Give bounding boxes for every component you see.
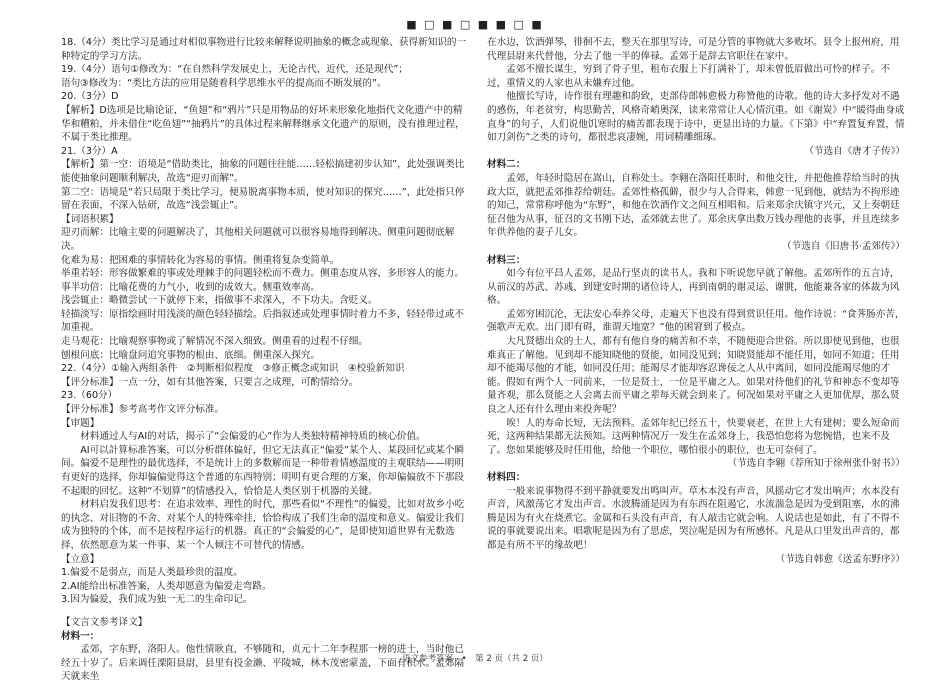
- paragraph: 【评分标准】一点一分，如有其他答案，只要言之成理，可酌情给分。: [61, 376, 359, 388]
- paragraph: 如今有位平昌人孟郊，是品行坚贞的读书人。我和下听说您早就了解他。孟郊所作的五言诗，从前汉的苏武、苏彧，到建安时期的诸位诗人，再到南朝的谢灵运、谢朓，他能兼各家的体裁为风格。: [487, 268, 900, 307]
- paragraph: 走马观花：比喻观察事物或了解情况不深入细致。侧重看的过程不仔细。: [61, 336, 368, 348]
- source-citation: （节选自韩愈《送孟东野序》）: [775, 553, 905, 565]
- page-header-marks: ■ □ ■ □ ■ ■ □ ■: [406, 18, 544, 31]
- paragraph: 18.（4分）类比学习是通过对相似事物进行比较来解释说明抽象的概念或现象、获得新知识的一种特定的学习方法。: [61, 37, 467, 62]
- paragraph: 孟郊不擅长谋生，穷到了骨子里，租布衣服上下打满补丁，却未曾低眉做出可怜的样子。不过，重情义的人家也从未嫌弃过他。: [487, 64, 890, 89]
- paragraph: 孟郊，年轻时隐居在嵩山，自称处士。李翱在洛阳任职时，和他交往，并把他推荐给当时的执政大臣，就把孟郊推荐给朝廷。孟郊性格孤僻，很少与人合得来，韩愈一见到他，就结为不拘形迹的知己，常常称呼他为“东野”，和他在饮酒作文之间互相唱和。后来郑余庆镇守兴元，又上奏朝廷征召他为从事，征召的文书刚下达，孟郊就去世了。郑余庆拿出数万钱办理他的丧事，并且连续多年供养他的妻子儿女。: [487, 172, 900, 239]
- paragraph: 19.（4分）语句①修改为：“在自然科学发展史上，无论古代、近代，还是现代”；: [61, 64, 408, 76]
- paragraph: 23.（60分）: [61, 390, 118, 402]
- paragraph: 材料通过人与AI的对话，揭示了“会偏爱的心”作为人类独特精神特质的核心价值。: [80, 431, 426, 443]
- paragraph: 21.（3分）A: [61, 145, 118, 157]
- section-heading: 材料二：: [487, 159, 526, 171]
- spacer: [61, 607, 468, 616]
- paragraph: 举重若轻：形容做繁难的事或处理棘手的问题轻松而不费力。侧重态度从容，多形容人的能力。: [61, 268, 464, 280]
- paragraph: 孟郊，字东野，洛阳人。他性情耿直，不够随和，贞元十二年李程那一榜的进士，当时他已经五十岁了。后来调任溧阳县尉，县里有投金濑、平陵城，林木茂密蒙盖，下面有积水。孟郊隔天就来坐: [61, 644, 464, 683]
- paragraph: 一般来说事物得不到平静就要发出鸣叫声。草木本没有声音，风摇动它才发出响声；水本没有声音，风激荡它才发出声音。水波腾涌是因为有东西在阻遏它，水流湍急是因为受到阻塞，水的沸腾是因为有火在烧煮它。金属和石头没有声音，有人敲击它就会响。人说话也是如此，有了不得不说的事就要说出来。唱歌呢是因为有了思虑，哭泣呢是因为有所感怀。凡是从口里发出声音的，都都是有所不平的缘故吧！: [487, 485, 900, 551]
- paragraph: 【评分标准】参考高考作文评分标准。: [61, 404, 225, 416]
- paragraph: 他擅长写诗，诗作很有理趣和韵致，吏部侍郎韩愈极力称赞他的诗歌。他的诗大多抒发对不遇的感伤，年老贫穷，构思勤苦，风格奇峭奥深，读来常常让人心情沉重。如《谢炭》中“暖得曲身成直身”的句子，人们说他饥寒时的痛苦都表现于诗中，更显出诗的力量。《下第》中“弃置复弃置，情如刀剑伤”之类的诗句，都很悲哀凄婉，用词精雕细琢。: [487, 91, 905, 144]
- section-heading: 材料一：: [61, 630, 100, 642]
- paragraph: 1.偏爱不是弱点，而是人类最珍贵的温度。: [61, 567, 243, 579]
- paragraph: 【解析】第一空：语境是“借助类比，抽象的问题往往能……轻松搞建初步认知”，此处强调类比能使抽象问题顺利解决，故选“迎刃而解”。: [61, 159, 465, 184]
- paragraph: 在水边，饮酒弹琴，徘徊不去，整天在那里写诗，可是分管的事物就大多败坏。县令上报州府，用代理县尉来代替他，分去了他一半的俸禄。孟郊于是辞去官职住在家中。: [487, 37, 900, 62]
- paragraph: 刨根问底：比喻盘问追究事物的根由、底细。侧重深入探究。: [61, 349, 321, 361]
- paragraph: 22.（4分）①输入两组条件 ②判断相似程度 ③修正概念或知识 ④校验新知识: [61, 363, 405, 375]
- paragraph: 2.AI能给出标准答案，人类却愿意为偏爱走弯路。: [61, 580, 272, 592]
- section-heading: 材料三：: [487, 254, 526, 266]
- source-citation: （节选自李翱《荐所知于徐州张仆射书》）: [727, 458, 905, 470]
- paragraph: 大凡贤德出众的士人，都有有他自身的痛苦和不幸，不随便迎合世俗。所以即使见到他，也很难真正了解他。见到却不能知晓他的贤能，如同没见到；知晓贤能却不能任用，如同不知道；任用却不能竭尽他的才能，如同没任用；能竭尽才能却容忍谗佞之人从中离间，如同没能竭尽他的才能。假如有两个人一同前来，一位是贤士，一位是平庸之人。如果对待他们的礼节和神态不变却等量齐观，那么贤能之人会离去而平庸之辈每天就会到来了。何况如果对平庸之人更加优厚，那么贤良之人还有什么理由来投奔呢？: [487, 336, 900, 416]
- paragraph: 20.（3分）D: [61, 91, 119, 103]
- paragraph: 唉！人的寿命长短，无法预料。孟郊年纪已经五十，快要衰老，在世上大有建树；要么短命而死，这两种结果都无法预知。这两种情况万一发生在孟郊身上，我恐怕您将为您惋惜，也来不及了。您如果能够及时任用他，给他一个职位，哪怕很小的职位，也无可奈何了。: [487, 417, 900, 456]
- paragraph: 材料启发我们思考：在追求效率、理性的时代，那些看似“不理性”的偏爱，比如对故乡小吃的执念、对旧物的不舍、对某个人的特殊牵挂，恰恰构成了我们生命的温度和意义。偏爱让我们成为独特的个体，而不是按程序运行的机器。真正的“会偏爱的心”，是即使知道世界有无数选择，依然愿意为某一件事、某一个人倾注不可替代的情感。: [61, 499, 465, 551]
- source-citation: （节选自《旧唐书·孟郊传》）: [782, 240, 905, 252]
- paragraph: 轻描淡写：原指绘画时用浅淡的颜色轻轻描绘。后指叙述或处理事情时着力不多，轻轻带过或不加重视。: [61, 308, 464, 334]
- paragraph: 事半功倍：比喻花费的力气小，收到的成效大。侧重效率高。: [61, 281, 321, 293]
- page-footer: 语文参考答案 • 第 2 页（共 2 页）: [402, 654, 548, 664]
- paragraph: 【文言文参考译文】: [61, 616, 148, 628]
- source-citation: （节选自《唐才子传》）: [804, 145, 905, 157]
- paragraph: 【立意】: [61, 553, 100, 565]
- left-column: [61, 36, 468, 684]
- paragraph: 迎刃而解：比喻主要的问题解决了，其他相关问题就可以很容易地得到解决。侧重问题彻底解决。: [61, 227, 455, 252]
- paragraph: AI可以計算标准答案，可以分析群体偏好，但它无法真正“偏爱”某个人、某段回忆或某个瞬间。偏爱不是理性的最优选择，不是统计上的多数解而是一种带着情感温度的主观联结——明明有更好的选择，你却偏偏觉得这个普通的东西特别；明明有更合理的方案，你却偏偏放不下那段不起眼的回忆。这种“不划算”的情感投入，恰恰是人类区别于机器的关键。: [61, 444, 465, 497]
- section-heading: 材料四：: [487, 472, 526, 483]
- paragraph: 【词语积累】: [61, 213, 119, 225]
- paragraph: 化难为易：把困难的事情转化为容易的事情。侧重将复杂变简单。: [61, 254, 340, 266]
- paragraph: 浅尝辄止：略微尝试一下就停下来，指做事不求深入，不下功夫。含贬义。: [61, 295, 378, 307]
- right-column: [487, 36, 905, 566]
- paragraph: 【解析】D选项是比喻论证，“鱼翅”和“鸦片”只是用物品的好坏来形象化地指代文化遗产中的精华和糟粕，并未借住“吃鱼翅”“抽鸦片”的具体过程来解释继承文化遗产的原则，没有推理过程，不属于类比推理。: [61, 104, 465, 144]
- paragraph: 【审题】: [61, 417, 100, 429]
- paragraph: 孟郊穷困沉沦，无法安心奉养父母，走遍天下也没有得到赏识任用。他作诗说：“食荠肠亦苦，强歌声无欢。出门即有碍，谁谓天地宽？”他的困窘到了极点。: [487, 308, 905, 334]
- paragraph: 第二空：语境是“若只局限于类比学习，便易脱离事物本质，使对知识的探究……”，此处指只停留在表面，不深入钻研，故选“浅尝辄止”。: [61, 186, 465, 212]
- paragraph: 3.因为偏爱，我们成为独一无二的生命印记。: [61, 594, 253, 606]
- paragraph: 语句③修改为：“类比方法的应用是随着科学思维水平的提高而不断发展的”。: [61, 77, 387, 89]
